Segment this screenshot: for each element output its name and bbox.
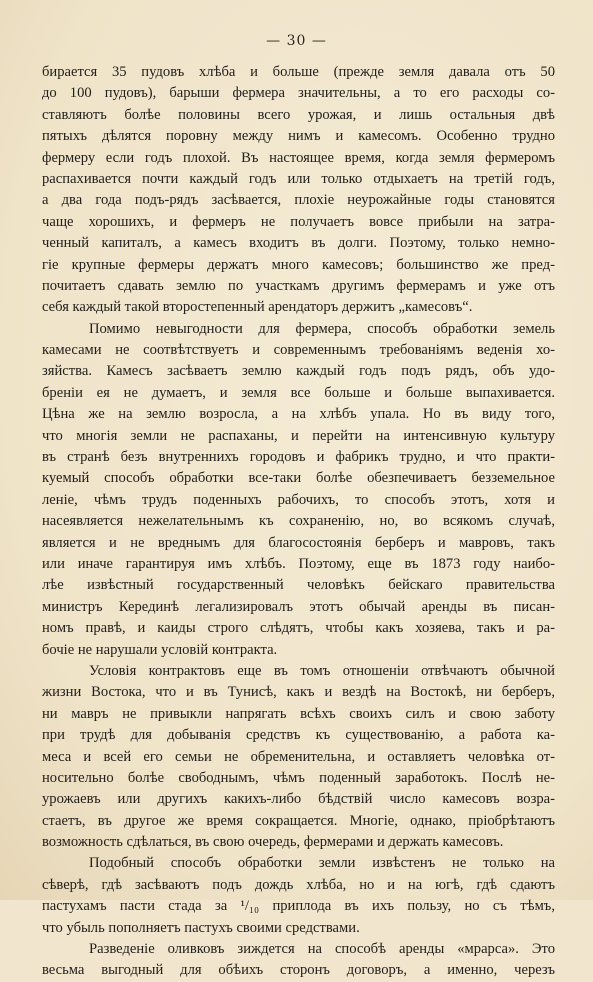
text-line: что многія земли не распаханы, и перейти на интенсивную культуру — [42, 427, 555, 444]
text-line: ставляютъ болѣе половины всего урожая, и лишь остальныя двѣ — [42, 106, 555, 123]
page-number: — 30 — — [266, 33, 327, 49]
text-line: насеявляется нежелательнымъ къ сохраненію, но, во всякомъ случаѣ, — [42, 513, 555, 530]
text-line: пятыхъ дѣлятся поровну между нимъ и камесомъ. Особенно трудно — [42, 128, 555, 145]
text-line: до 100 пудовъ), барыши фермера значительны, а то его расходы со- — [42, 85, 555, 102]
text-line: Помимо невыгодности для фермера, способъ обработки земель — [89, 320, 555, 337]
text-line: при трудѣ для добыванія средствъ къ существованію, а работа ка- — [42, 727, 555, 744]
text-line: бочіе не нарушали условій контракта. — [42, 641, 278, 658]
text-line: Разведеніе оливковъ зиждется на способѣ аренды «мрарса». Это — [89, 941, 555, 958]
text-line: возможность сдѣлаться, въ свою очередь, фермерами и держать камесовъ. — [42, 834, 504, 851]
text-line: бреніи ея не думаетъ, и земля все больше и больше выпахивается. — [42, 384, 555, 401]
text-line: распахивается почти каждый годъ или только отдыхаетъ на третій годъ, — [42, 170, 555, 187]
text-line: почитаетъ сдавать землю по участкамъ другимъ фермерамъ и уже отъ — [42, 277, 555, 294]
paragraph — [42, 62, 555, 319]
text-line: ченный капиталъ, а камесъ входитъ въ долги. Поэтому, только немно- — [42, 235, 555, 252]
text-line: въ странѣ безъ внутреннихъ городовъ и фабрикъ трудно, и что практи- — [42, 449, 555, 466]
text-line: камесами не соотвѣтствуетъ и современнымъ требованіямъ веденія хо- — [42, 342, 555, 359]
text-line: пастухамъ пасти стада за ¹/₁₀ приплода въ ихъ пользу, но съ тѣмъ, — [42, 898, 555, 915]
text-line: урожаевъ или другихъ какихъ-либо бѣдствій число камесовъ возра- — [42, 791, 555, 808]
text-line: фермеру если годъ плохой. Въ настоящее время, когда земля фермеромъ — [42, 149, 555, 166]
text-line: бирается 35 пудовъ хлѣба и больше (прежде земля давала отъ 50 — [42, 64, 555, 80]
text-line: или иначе гарантируя имъ хлѣбъ. Поэтому, еще въ 1873 году наибо- — [42, 555, 555, 572]
text-line: Цѣна же на землю возросла, а на хлѣбъ упала. Но въ виду того, — [42, 406, 555, 423]
paragraph — [42, 661, 555, 854]
text-line: жизни Востока, что и въ Тунисѣ, какъ и вездѣ на Востокѣ, ни берберъ, — [42, 684, 555, 701]
text-line: себя каждый такой второстепенный арендаторъ держитъ „камесовъ“. — [42, 299, 473, 316]
text-line: чаще хорошихъ, и фермеръ не получаетъ вовсе прибыли на затра- — [42, 213, 555, 230]
text-line: сѣверѣ, гдѣ засѣваютъ подъ дождь хлѣба, но и на югѣ, гдѣ сдаютъ — [42, 876, 555, 893]
text-line: а два года подъ-рядъ засѣвается, плохіе неурожайные годы становятся — [42, 192, 555, 209]
paragraph — [42, 853, 555, 939]
text-line: стаетъ, въ другое же время сокращается. Многіе, однако, пріобрѣтаютъ — [42, 812, 555, 829]
paragraph — [42, 939, 555, 982]
body-text — [42, 62, 555, 982]
text-line: Подобный способъ обработки земли извѣстенъ не только на — [89, 855, 555, 872]
text-line: зяйства. Камесъ засѣваетъ землю каждый годъ подъ рядъ, объ удо- — [42, 363, 555, 380]
text-line: леніе, чѣмъ трудъ поденныхъ рабочихъ, то способъ этотъ, хотя и — [42, 491, 555, 508]
text-line: весьма выгодный для обѣихъ сторонъ договоръ, а именно, черезъ — [42, 962, 555, 979]
text-line: ни мавръ не привыкли напрягать всѣхъ своихъ силъ и свою заботу — [42, 705, 555, 722]
text-line: лѣе извѣстный государственный человѣкъ бейскаго правительства — [42, 577, 555, 594]
text-line: что убыль пополняетъ пастухъ своими средствами. — [42, 919, 360, 936]
text-line: меса и всей его семьи не обременительна, и оставляетъ человѣка от- — [42, 748, 555, 765]
text-line: куемый способъ обработки все-таки болѣе обезпечиваетъ безземельное — [42, 470, 555, 487]
text-line: гіе крупные фермеры держатъ много камесовъ; большинство же пред- — [42, 256, 555, 273]
text-line: является и не вреднымъ для благосостоянія берберъ и мавровъ, такъ — [42, 534, 555, 551]
paragraph — [42, 319, 555, 661]
text-line: номъ правѣ, и каиды строго слѣдятъ, чтобы какъ хозяева, такъ и ра- — [42, 620, 555, 637]
text-line: носительно болѣе свободнымъ, чѣмъ поденный заработокъ. Послѣ не- — [42, 769, 555, 786]
text-line: министръ Керединѣ легализировалъ этотъ обычай аренды въ писан- — [42, 598, 555, 615]
text-line: Условія контрактовъ еще въ томъ отношеніи отвѣчаютъ обычной — [89, 662, 555, 679]
